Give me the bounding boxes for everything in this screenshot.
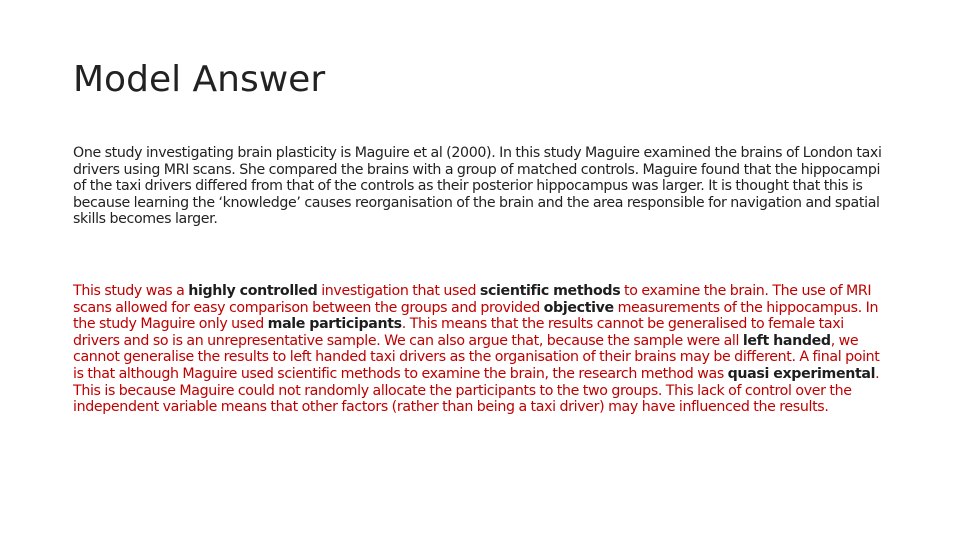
paragraph-2-text: investigation that used	[317, 283, 480, 299]
paragraph-2-text: to examine the brain. The use of MRI scans allowed for easy comparison between the groups and provided	[73, 283, 872, 316]
paragraph-2-text: . This is because Maguire could not randomly allocate the participants to the two groups. This lack of control over the independent variable means that other factors (rather than being a taxi driver) may have influenced the results.	[73, 365, 880, 416]
keyword-quasi-experimental: quasi experimental	[727, 365, 876, 382]
keyword-objective: objective	[543, 299, 614, 316]
paragraph-2-text: measurements of the hippocampus. In the study Maguire only used	[73, 299, 879, 333]
paragraph-2	[73, 283, 891, 416]
paragraph-2-text: , we cannot generalise the results to left handed taxi drivers as the organisation of their brains may be different. A final point is that although Maguire used scientific methods to examine the brain, the research method was	[73, 332, 880, 382]
keyword-scientific-methods: scientific methods	[479, 283, 621, 299]
paragraph-2-text: . This means that the results cannot be generalised to female taxi drivers and so is an unrepresentative sample. We can also argue that, because the sample were all	[73, 316, 844, 349]
paragraph-2-text: This study was a	[73, 283, 189, 299]
keyword-left-handed: left handed	[742, 332, 831, 349]
keyword-highly-controlled: highly controlled	[188, 283, 318, 299]
paragraph-1: One study investigating brain plasticity is Maguire et al (2000). In this study Maguire examined the brains of London taxi drivers using MRI scans. She compared the brains with a group of matched controls. Maguire found that the hippocampi of the taxi drivers differed from that of the controls as their posterior hippocampus was larger. It is thought that this is because learning the ‘knowledge’ causes reorganisation of the brain and the area responsible for navigation and spatial skills becomes larger.	[73, 145, 882, 228]
slide-title: Model Answer	[73, 59, 326, 100]
keyword-male-participants: male participants	[267, 316, 402, 333]
